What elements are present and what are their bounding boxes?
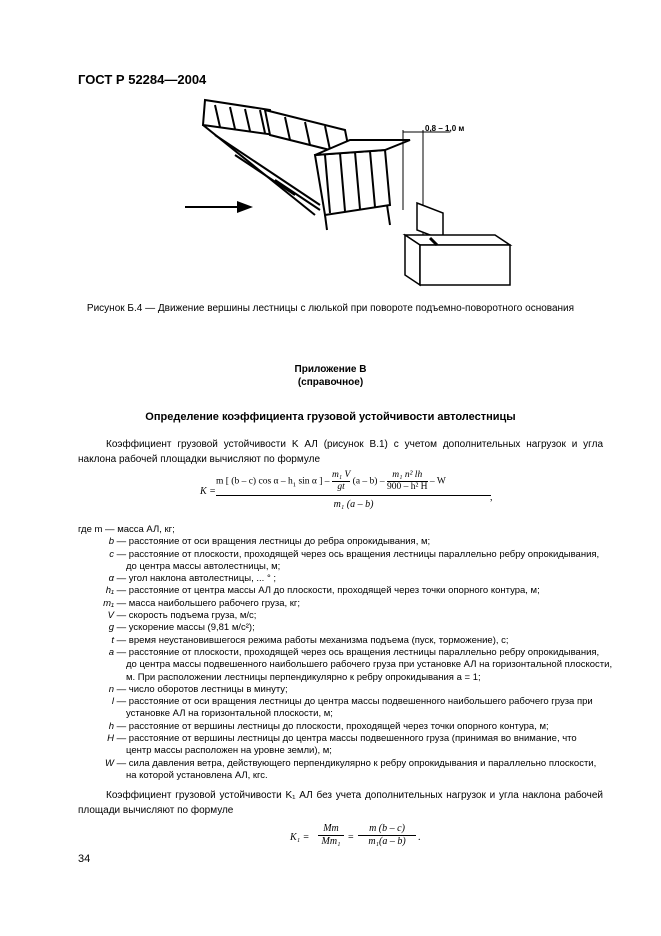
definition-item: h — расстояние от вершины лестницы до плоскости, проходящей через точки опорного контура, м; — [108, 720, 549, 732]
formula-k1: K₁ = Mm Mm₁ = m (b – c) m₁(a – b) . — [290, 823, 421, 847]
section-heading: Определение коэффициента грузовой устойчивости автолестницы — [145, 411, 516, 423]
figure-caption: Рисунок Б.4 — Движение вершины лестницы с люлькой при повороте подъемно-поворотного основания — [86, 303, 575, 314]
definition-item: H — расстояние от вершины лестницы до центра массы подвешенного груза (принимая во внимание, что центр массы расположен на уровне земли), м; — [107, 733, 577, 757]
definition-item: n — число оборотов лестницы в минуту; — [108, 683, 288, 695]
definitions-list — [78, 524, 618, 782]
appendix-title: Приложение В — [294, 364, 367, 375]
definition-item: c — расстояние от плоскости, проходящей через ось вращения лестницы параллельно ребру опрокидывания, до центра массы автолестницы, м; — [109, 548, 600, 572]
intro-paragraph-1: Коэффициент грузовой устойчивости K АЛ (рисунок В.1) с учетом дополнительных нагрузок и угла наклона рабочей площадки вычисляют по формуле — [78, 439, 603, 465]
defs-intro: где m — масса АЛ, кг; — [78, 524, 175, 535]
definition-item: t — время неустановившегося режима работы механизма подъема (пуск, торможение), с; — [111, 634, 509, 646]
appendix-subtitle: (справочное) — [297, 377, 364, 388]
definition-item: a — расстояние от плоскости, проходящей через ось вращения лестницы параллельно ребру опрокидывания, до центра массы подвешенного наибольшего рабочего груза при установке АЛ на горизонтальной плоскости, м. При расположении лестницы перпендикулярно к ребру опрокидывания a = 1; — [108, 646, 613, 683]
definition-item: l — расстояние от оси вращения лестницы до центра массы подвешенного наибольшего рабочего груза при установке АЛ на горизонтальной плоскости, м; — [111, 696, 593, 720]
definition-item: b — расстояние от оси вращения лестницы до ребра опрокидывания, м; — [108, 536, 431, 548]
dimension-label: 0,8 – 1,0 м — [425, 124, 465, 133]
definition-item: g — ускорение массы (9,81 м/с²); — [108, 622, 255, 634]
definition-item: α — угол наклона автолестницы, ... ° ; — [108, 573, 277, 585]
intro-paragraph-2: Коэффициент грузовой устойчивости K₁ АЛ без учета дополнительных нагрузок и угла наклона рабочей площади вычисляют по формуле — [78, 790, 603, 816]
document-header: ГОСТ Р 52284—2004 — [78, 72, 207, 87]
ladder-figure — [175, 95, 535, 295]
definition-item: m₁ — масса наибольшего рабочего груза, кг; — [103, 597, 301, 609]
definition-item: V — скорость подъема груза, м/с; — [107, 610, 257, 622]
definition-item: W — сила давления ветра, действующего перпендикулярно к ребру опрокидывания и параллельно плоскости, на которой установлена АЛ, кгс. — [105, 757, 597, 781]
formula-k: K = m [ (b – c) cos α – $h_1$ sin α ] – $\frac{\text{m₁ V}}{gt}$ (a – b) – $\frac{\text{m₁ n² lh}}{\text{900 – h² H}}$ – W m₁ (a – b) , — [200, 470, 493, 510]
direction-arrow — [185, 201, 253, 213]
definition-item: h₁ — расстояние от центра массы АЛ до плоскости, проходящей через точки опорного контура, м; — [105, 585, 540, 597]
page-number: 34 — [78, 853, 91, 865]
